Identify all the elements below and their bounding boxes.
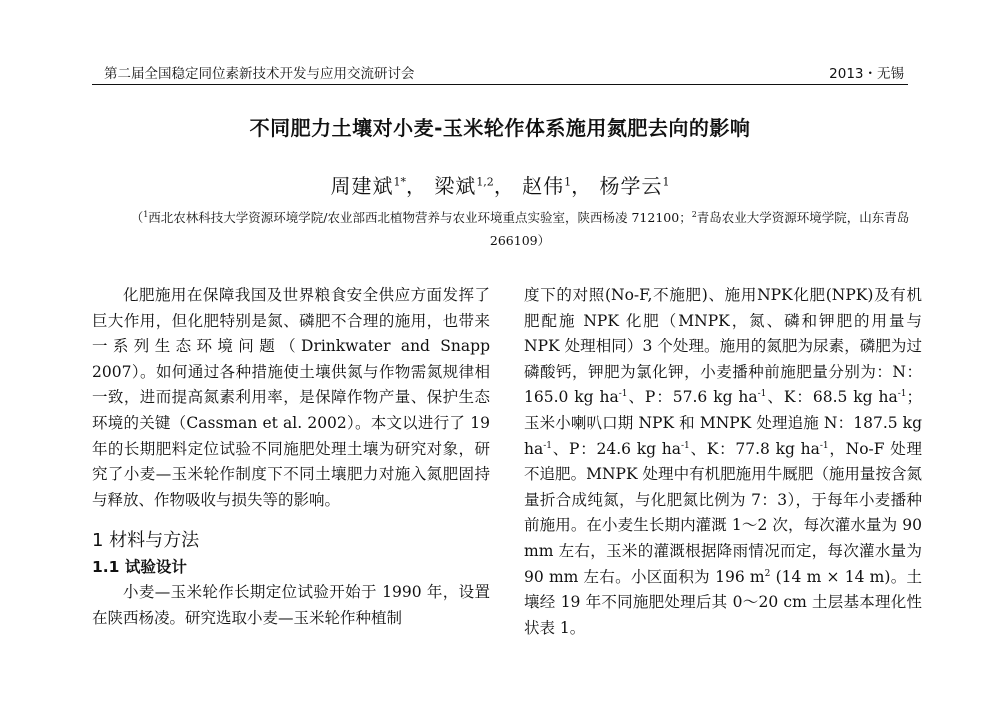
unit-exponent: -1 <box>543 440 553 451</box>
unit-exponent: -1 <box>757 389 767 400</box>
conference-name: 第二届全国稳定同位素新技术开发与应用交流研讨会 <box>104 66 415 82</box>
affil-1: 西北农林科技大学资源环境学院/农业部西北植物营养与农业环境重点实验室，陕西杨凌 712100； <box>148 210 692 225</box>
author-affil-mark: 1 <box>662 175 670 189</box>
author-name: 周建斌 <box>330 174 394 198</box>
author-separator: ， <box>571 174 593 198</box>
author-affil-mark: 1* <box>393 175 406 189</box>
author-separator: ， <box>405 174 427 198</box>
affiliations <box>120 206 920 252</box>
author-name: 梁斌 <box>434 174 477 198</box>
conference-year-location: 2013・无锡 <box>829 66 904 82</box>
text-segment: (14 m × 14 m)。土壤经 19 年不同施肥处理后其 0～20 cm 土层基本理化性状表 1。 <box>524 567 922 637</box>
author-name: 赵伟 <box>522 174 565 198</box>
text-segment: 度下的对照(No-F,不施肥)、施用NPK化肥(NPK)及有机肥配施 NPK 化肥（MNPK，氮、磷和钾肥的用量与 NPK 处理相同）3 个处理。施用的氮肥为尿素，磷肥为过磷酸钙，钾肥为氯化钾，小麦播种前施肥量分别为：N：165.0 kg ha <box>524 286 922 407</box>
author-affil-mark: 1,2 <box>476 175 494 189</box>
text-segment: 、P：57.6 kg ha <box>627 388 758 407</box>
text-segment: ，No-F 处理不追肥。MNPK 处理中有机肥施用牛厩肥（施用量按含氮量折合成纯氮，与化肥氮比例为 7：3），于每年小麦播种前施用。在小麦生长期内灌溉 1～2 次，每次灌水量为 90 mm 左右，玉米的灌溉根据降雨情况而定，每次灌水量为 90 mm 左右。小区面积为 196 m <box>524 439 922 586</box>
intro-paragraph: 化肥施用在保障我国及世界粮食安全供应方面发挥了巨大作用，但化肥特别是氮、磷肥不合理的施用，也带来一系列生态环境问题（Drinkwater and Snapp 2007）。如何通过各种措施使土壤供氮与作物需氮规律相一致，进而提高氮素利用率，是保障作物产量、保护生态环境的关键（Cassman et al. 2002）。本文以进行了 19 年的长期肥料定位试验不同施肥处理土壤为研究对象，研究了小麦—玉米轮作制度下不同土壤肥力对施入氮肥固持与释放、作物吸收与损失等的影响。 <box>92 286 490 509</box>
subsection-heading: 1.1 试验设计 <box>92 558 187 577</box>
unit-exponent: -1 <box>618 389 628 400</box>
methods-paragraph: 小麦—玉米轮作长期定位试验开始于 1990 年，设置在陕西杨凌。研究选取小麦—玉米轮作种植制 <box>92 583 490 627</box>
affil-mark-2: 2 <box>691 209 697 219</box>
author-separator: ， <box>493 174 515 198</box>
unit-exponent: -1 <box>897 389 907 400</box>
unit-exponent: -1 <box>819 440 829 451</box>
affil-2: 青岛农业大学资源环境学院，山东青岛 266109） <box>489 210 910 248</box>
paper-title: 不同肥力土壤对小麦-玉米轮作体系施用氮肥去向的影响 <box>249 116 751 140</box>
running-head <box>92 58 908 85</box>
text-segment: ；玉米小喇叭口期 NPK 和 MNPK 处理追施 N：187.5 kg ha <box>524 388 922 458</box>
left-column <box>92 283 490 632</box>
section-heading: 1 材料与方法 <box>92 530 200 552</box>
author-name: 杨学云 <box>599 174 663 198</box>
author-list <box>0 170 1000 199</box>
text-segment: 、K：68.5 kg ha <box>766 388 898 407</box>
author-affil-mark: 1 <box>564 175 572 189</box>
methods-continued-paragraph <box>524 283 922 641</box>
unit-exponent: 2 <box>764 568 771 579</box>
affil-mark-1: 1 <box>143 209 149 219</box>
unit-exponent: -1 <box>680 440 690 451</box>
text-segment: 、K：77.8 kg ha <box>689 439 820 458</box>
right-column <box>524 283 922 641</box>
affil-open-paren: （ <box>130 210 144 225</box>
text-segment: 、P：24.6 kg ha <box>552 439 681 458</box>
